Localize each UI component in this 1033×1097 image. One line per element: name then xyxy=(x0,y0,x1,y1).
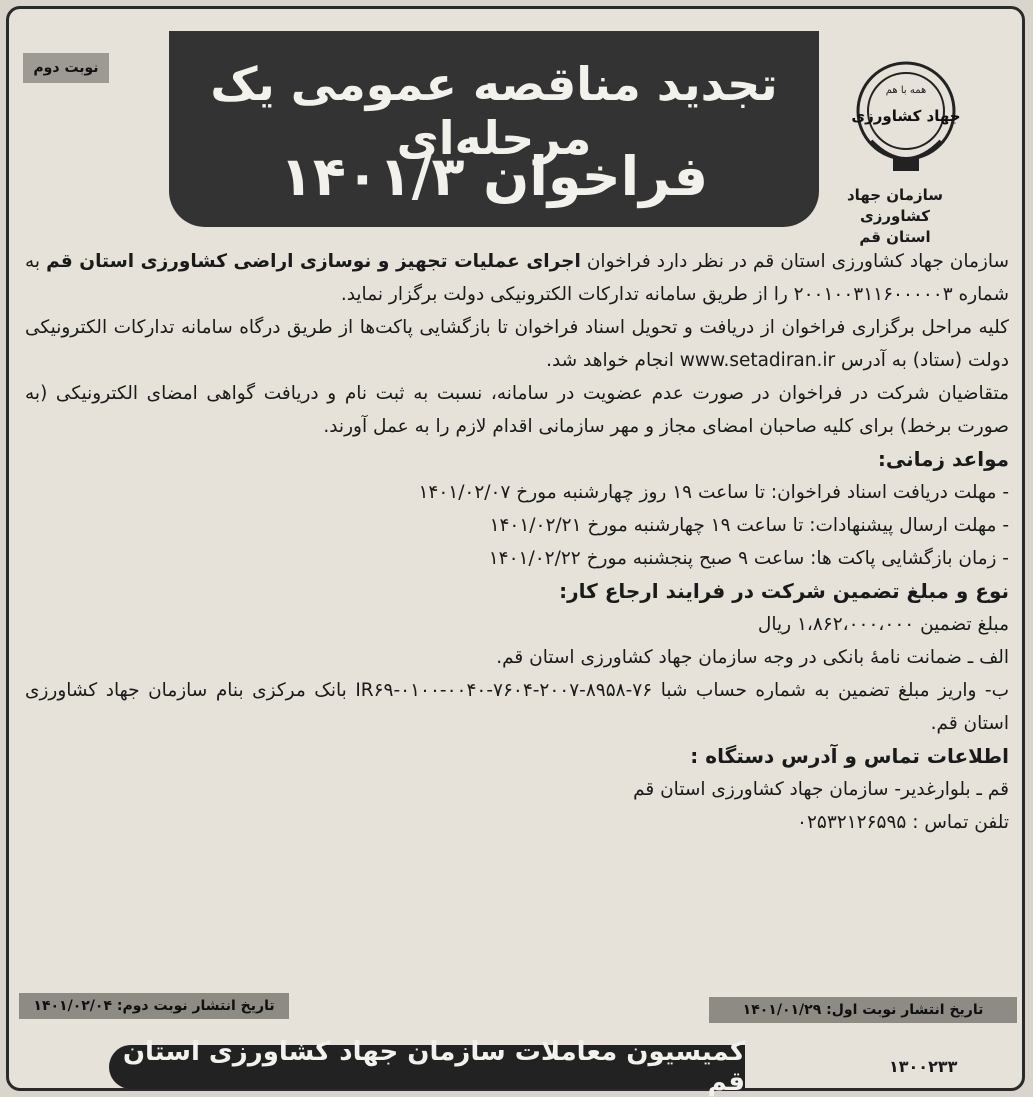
deadlines-heading: مواعد زمانی: xyxy=(877,447,1009,471)
guarantee-heading: نوع و مبلغ تضمین شرکت در فرایند ارجاع کار: xyxy=(559,579,1009,603)
intro-paragraph xyxy=(25,245,1009,311)
deadline-item: - مهلت دریافت اسناد فراخوان: تا ساعت ۱۹ روز چهارشنبه مورخ ۱۴۰۱/۰۲/۰۷ xyxy=(418,482,1009,503)
intro-text-1: سازمان جهاد کشاورزی استان قم در نظر دارد فراخوان xyxy=(586,251,1009,272)
stages-text-2: انجام خواهد شد. xyxy=(546,350,674,371)
setadiran-link[interactable]: www.setadiran.ir xyxy=(679,350,836,371)
org-line1: سازمان جهاد کشاورزی xyxy=(846,186,943,225)
phone-line: تلفن تماس : ۰۲۵۳۲۱۲۶۵۹۵ xyxy=(797,812,1009,833)
applicants-paragraph: متقاضیان شرکت در فراخوان در صورت عدم عضویت در سامانه، نسبت به ثبت نام و دریافت گواهی امضای الکترونیکی (به صورت برخط) برای کلیه صاحبان امضای مجاز و مهر سازمانی اقدام لازم را به عمل آورند. xyxy=(25,383,1009,437)
guarantee-option-b xyxy=(25,674,1009,740)
commission-banner: کمیسیون معاملات سازمان جهاد کشاورزی استان قم xyxy=(109,1045,745,1089)
stages-paragraph xyxy=(25,311,1009,377)
notice-body xyxy=(25,245,1009,839)
org-line2: استان قم xyxy=(859,228,931,246)
jahad-keshavarzi-emblem-icon xyxy=(851,59,961,179)
round-label: نوبت دوم xyxy=(23,53,109,83)
second-publish-date: تاریخ انتشار نوبت دوم: ۱۴۰۱/۰۲/۰۴ xyxy=(19,993,289,1019)
intro-project: اجرای عملیات تجهیز و نوسازی اراضی کشاورزی استان قم xyxy=(46,251,581,272)
guarantee-b-text-2: بانک مرکزی بنام سازمان جهاد کشاورزی استان قم. xyxy=(25,680,1009,734)
intro-text-2: به شماره ۲۰۰۱۰۰۳۱۱۶۰۰۰۰۰۳ را از طریق سامانه تدارکات الکترونیکی دولت برگزار نماید. xyxy=(25,251,1009,305)
notice-frame xyxy=(6,6,1025,1097)
title-box xyxy=(169,31,819,227)
first-publish-date: تاریخ انتشار نوبت اول: ۱۴۰۱/۰۱/۲۹ xyxy=(709,997,1017,1023)
title-line1: تجدید مناقصه عمومی یک مرحله‌ای xyxy=(210,57,778,165)
contact-heading: اطلاعات تماس و آدرس دستگاه : xyxy=(690,744,1009,768)
logo-slogan: همه با هم xyxy=(885,85,927,96)
org-caption xyxy=(815,185,975,248)
stages-text-1: کلیه مراحل برگزاری فراخوان از دریافت و تحویل اسناد فراخوان تا بازگشایی پاکت‌ها از طریق درگاه سامانه تدارکات الکترونیکی دولت (ستاد) به آدرس xyxy=(25,317,1009,371)
deadline-item: - مهلت ارسال پیشنهادات: تا ساعت ۱۹ چهارشنبه مورخ ۱۴۰۱/۰۲/۲۱ xyxy=(489,515,1009,536)
ad-code: ۱۳۰۰۲۳۳ xyxy=(889,1057,958,1076)
guarantee-option-a: الف ـ ضمانت نامۀ بانکی در وجه سازمان جهاد کشاورزی استان قم. xyxy=(496,647,1009,668)
deadline-item: - زمان بازگشایی پاکت ها: ساعت ۹ صبح پنجشنبه مورخ ۱۴۰۱/۰۲/۲۲ xyxy=(488,548,1009,569)
title-line2: فراخوان ۱۴۰۱/۳ xyxy=(279,145,709,208)
address-line: قم ـ بلوارغدیر- سازمان جهاد کشاورزی استان قم xyxy=(633,779,1009,800)
iban-number: IR۶۹-۰۱۰۰-۰۰۴۰-۷۶۰۴-۲۰۰۷-۸۹۵۸-۷۶ xyxy=(355,680,653,701)
logo-text: جهاد کشاورزی xyxy=(851,107,961,125)
guarantee-b-text-1: ب- واریز مبلغ تضمین به شماره حساب شبا xyxy=(660,680,1010,701)
guarantee-amount: مبلغ تضمین ۱،۸۶۲،۰۰۰،۰۰۰ ریال xyxy=(757,614,1009,635)
